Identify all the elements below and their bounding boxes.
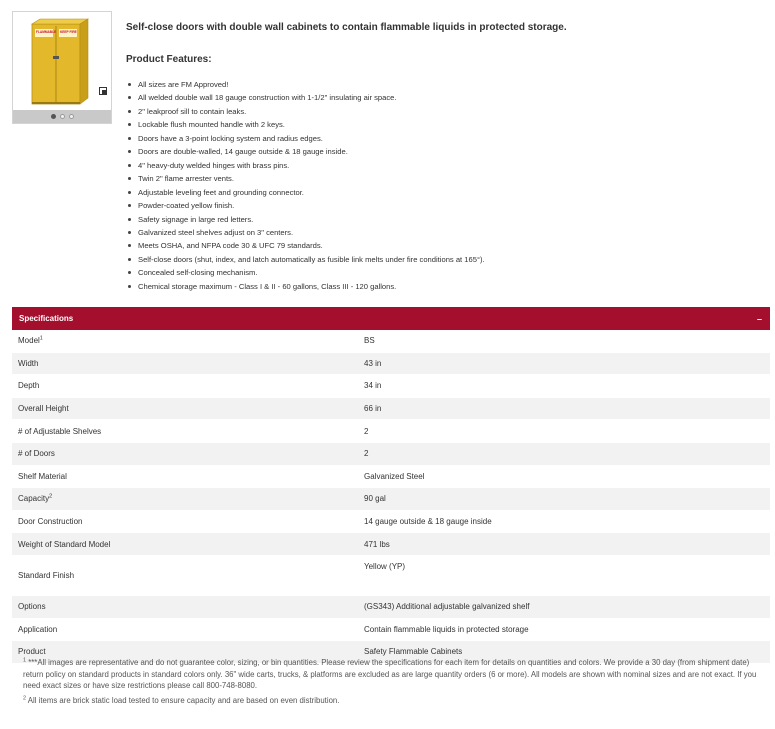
gallery-dot[interactable] <box>60 114 65 119</box>
spec-row <box>12 465 770 488</box>
spec-label: Standard Finish <box>12 555 358 595</box>
spec-label: Depth <box>12 375 358 398</box>
feature-item: Safety signage in large red letters. <box>126 213 485 226</box>
product-image[interactable] <box>13 12 111 111</box>
spec-row <box>12 488 770 511</box>
spec-value: BS <box>358 330 770 352</box>
footnotes <box>23 657 758 706</box>
feature-item: Concealed self-closing mechanism. <box>126 266 485 279</box>
spec-label: Model$^1$ <box>12 330 358 352</box>
spec-row <box>12 397 770 420</box>
spec-value: Safety Flammable Cabinets <box>358 641 770 664</box>
feature-item: Adjustable leveling feet and grounding connector. <box>126 186 485 199</box>
spec-label: Shelf Material <box>12 465 358 488</box>
spec-label: Door Construction <box>12 510 358 533</box>
feature-item: Meets OSHA, and NFPA code 30 & UFC 79 standards. <box>126 239 485 252</box>
spec-value: 90 gal <box>358 488 770 511</box>
footnote-marker: 1 <box>39 335 43 342</box>
specifications-table <box>12 330 770 664</box>
spec-value: 43 in <box>358 352 770 375</box>
footnote: $^2$ All items are brick static load tested to ensure capacity and are based on even distribution. <box>23 695 340 705</box>
gallery-dot[interactable] <box>51 114 56 119</box>
spec-label: Overall Height <box>12 397 358 420</box>
spec-row <box>12 330 770 352</box>
spec-value: (GS343) Additional adjustable galvanized shelf <box>358 595 770 618</box>
spec-row <box>12 352 770 375</box>
spec-label: Weight of Standard Model <box>12 533 358 556</box>
spec-label: # of Adjustable Shelves <box>12 420 358 443</box>
svg-text:KEEP FIRE: KEEP FIRE <box>60 30 77 34</box>
feature-item: Chemical storage maximum - Class I & II - 60 gallons, Class III - 120 gallons. <box>126 280 485 293</box>
spec-value: 66 in <box>358 397 770 420</box>
spec-label: # of Doors <box>12 442 358 465</box>
features-title: Product Features: <box>126 54 212 65</box>
feature-item: 2" leakproof sill to contain leaks. <box>126 105 485 118</box>
feature-item: Doors have a 3-point locking system and radius edges. <box>126 132 485 145</box>
product-image-gallery[interactable] <box>12 11 112 124</box>
spec-row <box>12 595 770 618</box>
spec-value: 2 <box>358 420 770 443</box>
spec-row <box>12 510 770 533</box>
footnote-marker: 2 <box>49 493 53 500</box>
gallery-dot[interactable] <box>69 114 74 119</box>
specifications-header[interactable] <box>12 307 770 330</box>
feature-item: 4" heavy-duty welded hinges with brass pins. <box>126 159 485 172</box>
features-list <box>126 78 485 293</box>
spec-row <box>12 442 770 465</box>
spec-value: Yellow (YP) <box>358 555 770 595</box>
feature-item: Doors are double-walled, 14 gauge outside & 18 gauge inside. <box>126 145 485 158</box>
feature-item: Twin 2" flame arrester vents. <box>126 172 485 185</box>
zoom-icon[interactable] <box>99 87 107 95</box>
spec-value: 34 in <box>358 375 770 398</box>
collapse-toggle-button[interactable]: – <box>756 313 762 324</box>
spec-label: Width <box>12 352 358 375</box>
gallery-pager <box>13 110 111 123</box>
feature-item: All welded double wall 18 gauge construction with 1-1/2" insulating air space. <box>126 91 485 104</box>
spec-value: Galvanized Steel <box>358 465 770 488</box>
feature-item: All sizes are FM Approved! <box>126 78 485 91</box>
cabinet-image <box>30 18 90 106</box>
specifications-title: Specifications <box>19 314 74 323</box>
svg-text:FLAMMABLE: FLAMMABLE <box>36 30 57 34</box>
spec-label: Capacity$^2$ <box>12 488 358 511</box>
feature-item: Galvanized steel shelves adjust on 3" centers. <box>126 226 485 239</box>
spec-row <box>12 618 770 641</box>
specifications-panel <box>12 307 770 664</box>
spec-row <box>12 533 770 556</box>
footnote: $^1$ ***All images are representative and do not guarantee color, sizing, or bin quantities. Please review the specifications for each item for details on quantities and colors. We provide a 30 day (from shipment date) return policy on standard products in standard colors only. 36" wide carts, trucks, & platforms are excluded as are large quantity orders (6 or more). All models are shown with nominal sizes and are not exact. If you need exact sizes or have size restrictions please call 800-748-8080. <box>23 657 757 691</box>
spec-label: Options <box>12 595 358 618</box>
spec-row <box>12 420 770 443</box>
feature-item: Lockable flush mounted handle with 2 keys. <box>126 118 485 131</box>
spec-value: 471 lbs <box>358 533 770 556</box>
spec-label: Product <box>12 641 358 664</box>
spec-value: 2 <box>358 442 770 465</box>
spec-label: Application <box>12 618 358 641</box>
spec-row <box>12 555 770 595</box>
spec-value: Contain flammable liquids in protected storage <box>358 618 770 641</box>
spec-value: 14 gauge outside & 18 gauge inside <box>358 510 770 533</box>
spec-row <box>12 375 770 398</box>
feature-item: Powder-coated yellow finish. <box>126 199 485 212</box>
product-intro: Self-close doors with double wall cabinets to contain flammable liquids in protected storage. <box>126 22 567 33</box>
feature-item: Self-close doors (shut, index, and latch automatically as fusible link melts under fire conditions at 165°). <box>126 253 485 266</box>
